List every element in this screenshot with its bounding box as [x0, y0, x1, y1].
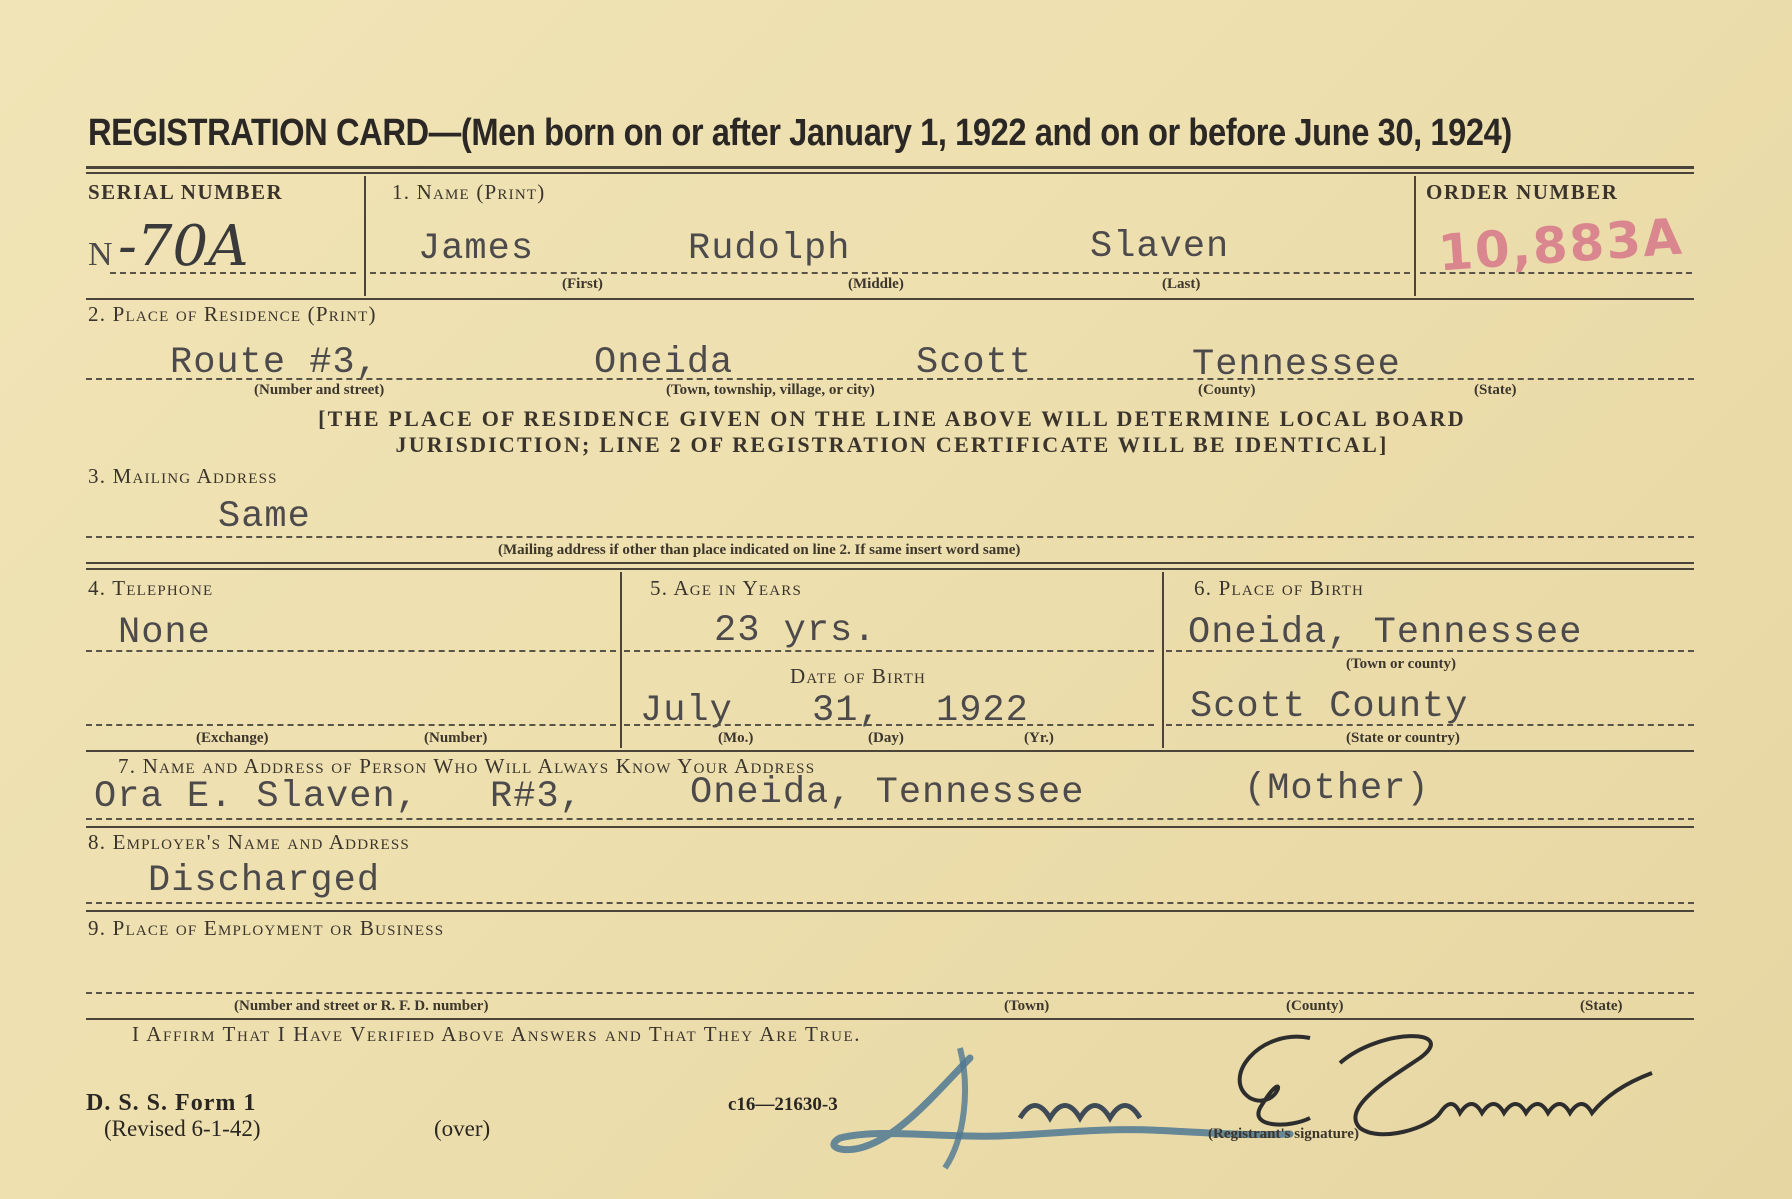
contact-town: Oneida, Tennessee — [690, 772, 1085, 814]
affirmation-text: I Affirm That I Have Verified Above Answers and That They Are True. — [132, 1022, 862, 1046]
contact-relation: (Mother) — [1244, 768, 1430, 810]
employment-town-caption: (Town) — [1004, 998, 1050, 1014]
dob-year: 1922 — [936, 690, 1029, 732]
birthplace-state-caption: (State or country) — [1346, 730, 1460, 746]
employment-label: 9. Place of Employment or Business — [88, 916, 445, 940]
name-last: Slaven — [1090, 226, 1230, 268]
exchange-caption: (Exchange) — [196, 730, 269, 746]
divider — [620, 572, 622, 748]
birthplace-town-caption: (Town or county) — [1346, 656, 1457, 672]
signature-caption: (Registrant's signature) — [1208, 1126, 1359, 1142]
first-caption: (First) — [562, 276, 603, 292]
birthplace-town: Oneida, Tennessee — [1188, 612, 1583, 654]
employment-street-caption: (Number and street or R. F. D. number) — [234, 998, 489, 1014]
telephone-line — [86, 650, 616, 652]
dob-line — [624, 724, 1154, 726]
middle-caption: (Middle) — [848, 276, 904, 292]
residence-town: Oneida — [594, 342, 734, 384]
row-rule — [86, 298, 1694, 300]
birthplace-line — [1166, 650, 1694, 652]
birthplace-label: 6. Place of Birth — [1194, 576, 1365, 600]
residence-line — [86, 378, 1694, 380]
last-caption: (Last) — [1162, 276, 1201, 292]
order-number-label: ORDER NUMBER — [1426, 180, 1619, 204]
month-caption: (Mo.) — [718, 730, 754, 746]
name-line — [370, 272, 1410, 274]
registrant-signature — [820, 1018, 1720, 1178]
birthplace-state: Scott County — [1190, 686, 1469, 728]
serial-line — [110, 272, 356, 274]
employer-label: 8. Employer's Name and Address — [88, 830, 410, 854]
order-number-stamp: 10,883A — [1436, 207, 1686, 283]
mailing-caption: (Mailing address if other than place indicated on line 2. If same insert word same) — [498, 542, 1021, 558]
employment-county-caption: (County) — [1286, 998, 1344, 1014]
residence-street: Route #3, — [170, 342, 379, 384]
contact-name: Ora E. Slaven, — [94, 776, 419, 818]
residence-label: 2. Place of Residence (Print) — [88, 302, 377, 326]
revised-date: (Revised 6-1-42) — [104, 1116, 261, 1141]
dob-day: 31, — [812, 690, 882, 732]
divider — [364, 176, 366, 296]
street-caption: (Number and street) — [254, 382, 385, 398]
print-code: c16—21630-3 — [728, 1094, 838, 1115]
day-caption: (Day) — [868, 730, 904, 746]
birthplace-state-line — [1166, 724, 1694, 726]
employment-line — [86, 992, 1694, 994]
serial-number-value: -70A — [118, 214, 249, 279]
dob-label: Date of Birth — [790, 664, 927, 688]
serial-prefix: N — [88, 236, 114, 273]
year-caption: (Yr.) — [1024, 730, 1054, 746]
serial-number-label: SERIAL NUMBER — [88, 180, 284, 204]
employer-line — [86, 902, 1694, 904]
contact-line — [86, 818, 1694, 820]
over-note: (over) — [434, 1116, 491, 1141]
row-rule — [86, 826, 1694, 828]
employment-state-caption: (State) — [1580, 998, 1623, 1014]
card-title: REGISTRATION CARD—(Men born on or after January 1, 1922 and on or before June 30, 1924) — [88, 112, 1512, 154]
age-line — [624, 650, 1154, 652]
mailing-line — [86, 536, 1694, 538]
mailing-label: 3. Mailing Address — [88, 464, 278, 488]
age-label: 5. Age in Years — [650, 576, 803, 600]
order-line — [1420, 272, 1692, 274]
town-caption: (Town, township, village, or city) — [666, 382, 875, 398]
divider — [1414, 176, 1416, 296]
mailing-value: Same — [218, 496, 311, 538]
telephone-number-line — [86, 724, 616, 726]
employer-value: Discharged — [148, 860, 381, 902]
top-rule — [86, 166, 1694, 169]
number-caption: (Number) — [424, 730, 488, 746]
form-number: D. S. S. Form 1 — [86, 1090, 257, 1116]
dob-month: July — [640, 690, 733, 732]
notice-line-2: JURISDICTION; LINE 2 OF REGISTRATION CERTIFICATE WILL BE IDENTICAL] — [395, 432, 1389, 457]
divider — [1162, 572, 1164, 748]
name-middle: Rudolph — [688, 228, 851, 270]
telephone-label: 4. Telephone — [88, 576, 214, 600]
name-first: James — [418, 228, 535, 270]
contact-street: R#3, — [490, 776, 583, 818]
name-label: 1. Name (Print) — [392, 180, 546, 204]
row-rule — [86, 750, 1694, 752]
state-caption: (State) — [1474, 382, 1517, 398]
county-caption: (County) — [1198, 382, 1256, 398]
contact-label: 7. Name and Address of Person Who Will Always Know Your Address — [118, 754, 816, 778]
notice-line-1: [THE PLACE OF RESIDENCE GIVEN ON THE LINE ABOVE WILL DETERMINE LOCAL BOARD — [318, 406, 1466, 431]
row-rule — [86, 910, 1694, 912]
telephone-value: None — [118, 612, 211, 654]
residence-state: Tennessee — [1192, 344, 1401, 386]
top-rule-2 — [86, 172, 1694, 174]
row-rule-2 — [86, 568, 1694, 570]
age-value: 23 yrs. — [714, 610, 877, 652]
row-rule — [86, 562, 1694, 564]
residence-county: Scott — [916, 342, 1033, 384]
